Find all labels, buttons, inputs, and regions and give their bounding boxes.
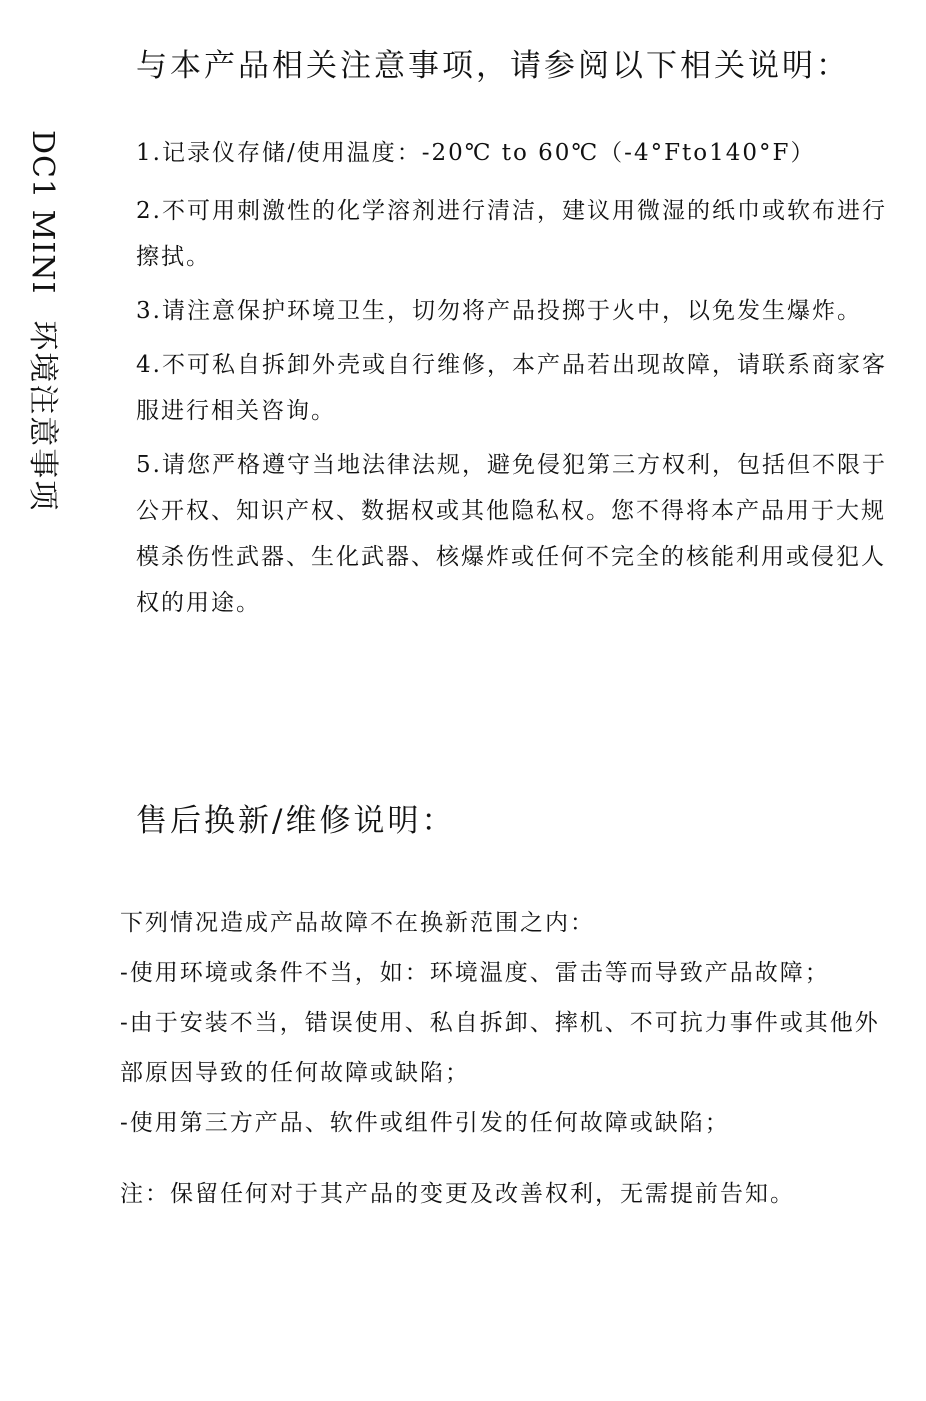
precautions-list (136, 130, 896, 634)
precaution-item: 3.请注意保护环境卫生，切勿将产品投掷于火中，以免发生爆炸。 (136, 298, 862, 324)
footnote: 注：保留任何对于其产品的变更及改善权利，无需提前告知。 (120, 1181, 795, 1207)
section-title-precautions: 与本产品相关注意事项，请参阅以下相关说明： (136, 48, 850, 84)
section-title-aftersales: 售后换新/维修说明： (136, 803, 456, 839)
precaution-item: 4.不可私自拆卸外壳或自行维修，本产品若出现故障，请联系商家客服进行相关咨询。 (136, 352, 887, 424)
aftersales-item: -由于安装不当，错误使用、私自拆卸、摔机、不可抗力事件或其他外部原因导致的任何故障或缺陷； (120, 1010, 880, 1086)
side-label-text (24, 130, 68, 512)
aftersales-intro: 下列情况造成产品故障不在换新范围之内： (120, 910, 595, 936)
precaution-item: 5.请您严格遵守当地法律法规，避免侵犯第三方权利，包括但不限于公开权、知识产权、数据权或其他隐私权。您不得将本产品用于大规模杀伤性武器、生化武器、核爆炸或任何不完全的核能利用或侵犯人权的用途。 (136, 452, 887, 616)
side-topic: 环境注意事项 (25, 320, 60, 513)
side-label (25, 130, 108, 570)
precaution-item: 2.不可用刺激性的化学溶剂进行清洁，建议用微湿的纸巾或软布进行擦拭。 (136, 198, 887, 270)
aftersales-list (120, 898, 900, 1148)
aftersales-item: -使用环境或条件不当，如：环境温度、雷击等而导致产品故障； (120, 960, 830, 986)
aftersales-item: -使用第三方产品、软件或组件引发的任何故障或缺陷； (120, 1110, 730, 1136)
model-name: DC1 MINI (25, 130, 60, 295)
precaution-item: 1.记录仪存储/使用温度：-20℃ to 60℃（-4°Fto140°F） (136, 140, 816, 166)
